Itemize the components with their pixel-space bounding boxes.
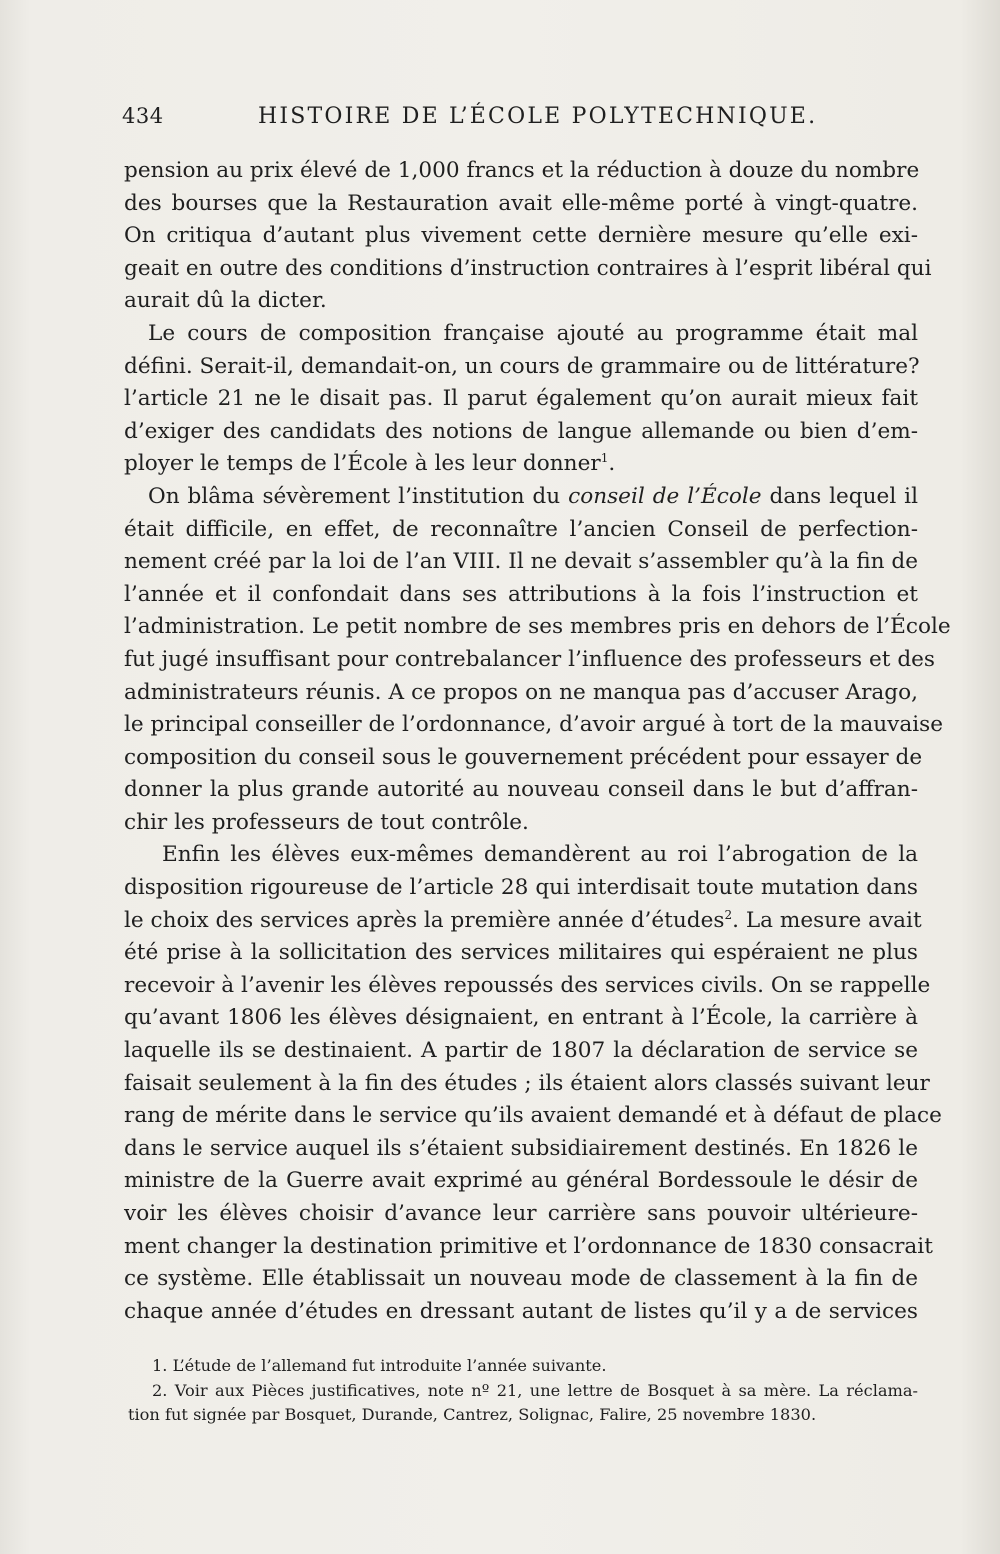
text-line [124,481,918,514]
footnote-1: 1. L’étude de l’allemand fut introduite l’année suivante. [152,1356,607,1375]
text-line: ce système. Elle établissait un nouveau mode de classement à la fin de [124,1266,918,1292]
text-line: disposition rigoureuse de l’article 28 qui interdisait toute mutation dans [124,875,918,901]
text-line: donner la plus grande autorité au nouveau conseil dans le but d’affran- [124,777,918,803]
main-text [124,155,951,1328]
text-line: l’année et il confondait dans ses attributions à la fois l’instruction et [124,581,918,607]
footnote-2-continued: tion fut signée par Bosquet, Durande, Cantrez, Solignac, Falire, 25 novembre 1830. [128,1405,817,1424]
text-segment: le choix des services après la première année d’études [124,907,725,933]
page-header [122,104,922,136]
text-line: rang de mérite dans le service qu’ils avaient demandé et à défaut de place [124,1103,942,1129]
text-line: était difficile, en effet, de reconnaître l’ancien Conseil de perfection- [124,516,918,542]
text-line: faisait seulement à la fin des études ; ils étaient alors classés suivant leur [124,1070,930,1096]
footnote-ref[interactable]: 2 [724,907,733,922]
text-line: qu’avant 1806 les élèves désignaient, en entrant à l’École, la carrière à [124,1005,918,1031]
text-line: défini. Serait-il, demandait-on, un cours de grammaire ou de littérature? [124,353,920,379]
text-line: des bourses que la Restauration avait elle-même porté à vingt-quatre. [124,190,918,216]
text-line: le principal conseiller de l’ordonnance, d’avoir argué à tort de la mauvaise [124,712,944,738]
text-line: ministre de la Guerre avait exprimé au général Bordessoule le désir de [124,1168,918,1194]
text-line: ment changer la destination primitive et l’ordonnance de 1830 consacrait [124,1233,933,1259]
text-line: composition du conseil sous le gouvernement précédent pour essayer de [124,744,923,770]
text-line: d’exiger des candidats des notions de langue allemande ou bien d’em- [124,418,918,444]
text-line: geait en outre des conditions d’instruction contraires à l’esprit libéral qui [124,255,932,281]
text-line: aurait dû la dicter. [124,288,327,314]
text-line: l’article 21 ne le disait pas. Il parut également qu’on aurait mieux fait [124,386,918,412]
text-segment: On blâma sévèrement l’institution du [148,483,561,509]
italic-term: conseil de l’École [568,483,762,509]
page-number: 434 [122,104,164,128]
text-segment: . [608,451,616,477]
text-line [124,448,918,481]
text-line: administrateurs réunis. A ce propos on ne manqua pas d’accuser Arago, [124,679,918,705]
text-segment: . La mesure avait [732,907,922,933]
text-segment: ployer le temps de l’École à les leur donner [124,451,601,477]
footnotes [128,1354,918,1428]
text-line: dans le service auquel ils s’étaient subsidiairement destinés. En 1826 le [124,1135,918,1161]
text-line: fut jugé insuffisant pour contrebalancer l’influence des professeurs et des [124,646,936,672]
text-line: l’administration. Le petit nombre de ses membres pris en dehors de l’École [124,614,951,640]
text-line: pension au prix élevé de 1,000 francs et la réduction à douze du nombre [124,158,920,183]
text-line: nement créé par la loi de l’an VIII. Il ne devait s’assembler qu’à la fin de [124,549,918,575]
text-line [124,905,922,938]
running-title: HISTOIRE DE L’ÉCOLE POLYTECHNIQUE. [258,104,818,129]
text-line: laquelle ils se destinaient. A partir de 1807 la déclaration de service se [124,1038,918,1064]
text-line: Enfin les élèves eux-mêmes demandèrent au roi l’abrogation de la [162,842,918,868]
text-line: recevoir à l’avenir les élèves repoussés des services civils. On se rappelle [124,972,931,998]
text-line: chir les professeurs de tout contrôle. [124,809,529,835]
text-segment: dans lequel il [769,483,918,509]
text-line: chaque année d’études en dressant autant de listes qu’il y a de services [124,1298,918,1324]
text-line: Le cours de composition française ajouté au programme était mal [148,320,918,346]
text-line: été prise à la sollicitation des services militaires qui espéraient ne plus [124,940,918,966]
text-line: On critiqua d’autant plus vivement cette dernière mesure qu’elle exi- [124,223,918,249]
text-line: voir les élèves choisir d’avance leur carrière sans pouvoir ultérieure- [124,1201,918,1226]
footnote-ref[interactable]: 1 [600,451,609,466]
footnote-2: 2. Voir aux Pièces justificatives, note nº 21, une lettre de Bosquet à sa mère. La réclama- [152,1380,918,1400]
